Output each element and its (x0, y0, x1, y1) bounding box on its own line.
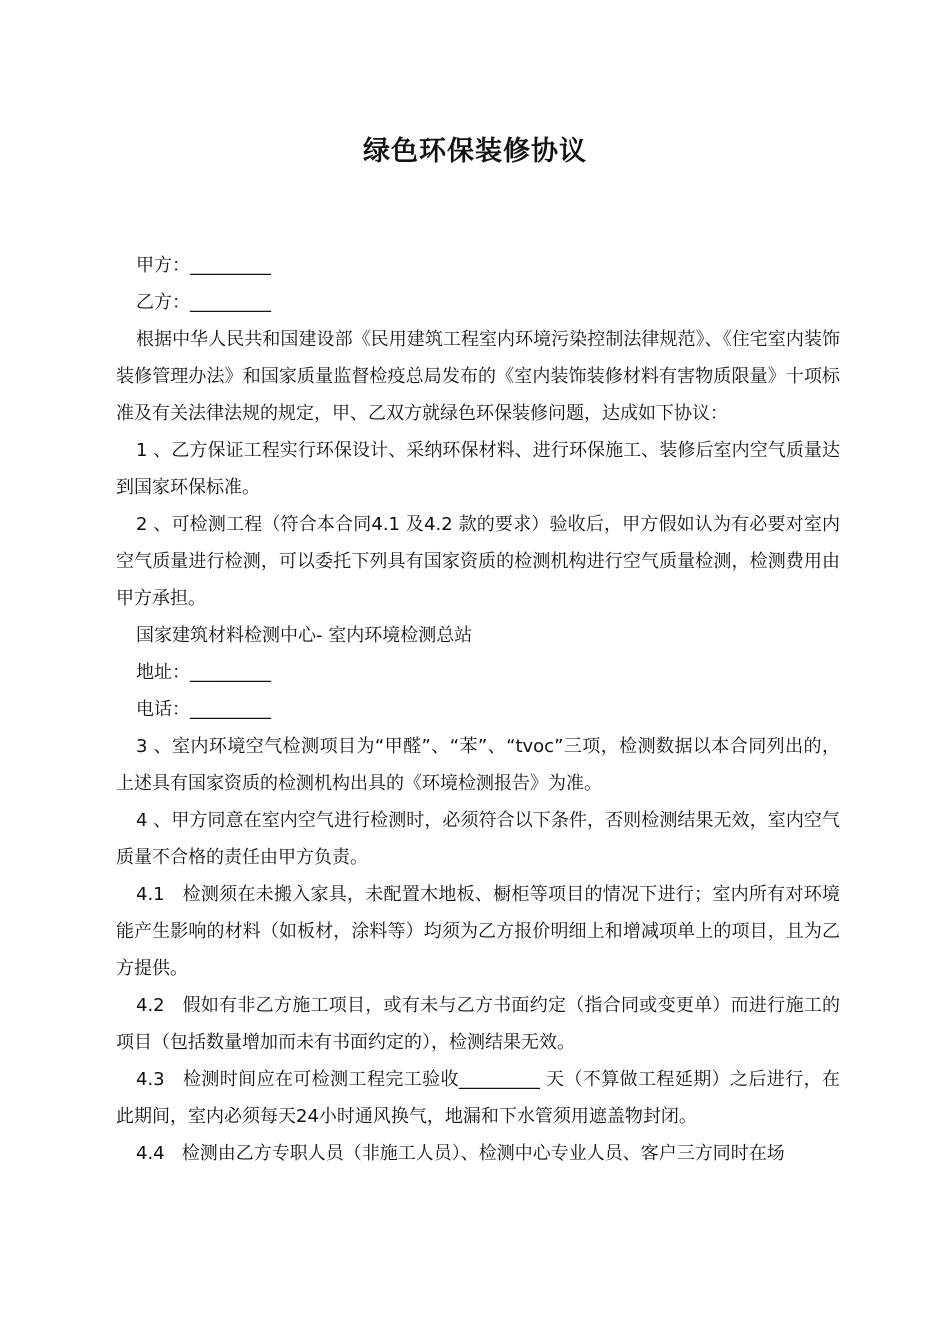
party-a-line: 甲方：_________ (136, 255, 271, 276)
clause-4-1: 4.1 检测须在未搬入家具，未配置木地板、橱柜等项目的情况下进行；室内所有对环境能产生影响的材料（如板材，涂料等）均须为乙方报价明细上和增减项单上的项目，且为乙方提供。 (116, 884, 840, 979)
clause-4-2: 4.2 假如有非乙方施工项目，或有未与乙方书面约定（指合同或变更单）而进行施工的项目（包括数量增加而未有书面约定的），检测结果无效。 (116, 995, 840, 1053)
clause-4: 4 、甲方同意在室内空气进行检测时，必须符合以下条件，否则检测结果无效，室内空气质量不合格的责任由甲方负责。 (116, 810, 840, 868)
clause-4-3: 4.3 检测时间应在可检测工程完工验收_________ 天（不算做工程延期）之后进行，在此期间，室内必须每天24小时通风换气，地漏和下水管须用遮盖物封闭。 (116, 1069, 840, 1127)
party-b-line: 乙方：_________ (136, 292, 271, 313)
preamble-paragraph: 根据中华人民共和国建设部《民用建筑工程室内环境污染控制法律规范》、《住宅室内装饰装修管理办法》和国家质量监督检疫总局发布的《室内装饰装修材料有害物质限量》十项标准及有关法律法规的规定，甲、乙双方就绿色环保装修问题，达成如下协议： (116, 329, 840, 424)
clause-4-4: 4.4 检测由乙方专职人员（非施工人员）、检测中心专业人员、客户三方同时在场 (136, 1143, 785, 1164)
testing-center-name: 国家建筑材料检测中心- 室内环境检测总站 (136, 625, 473, 646)
clause-3: 3 、室内环境空气检测项目为“甲醛”、“苯”、“tvoc”三项，检测数据以本合同列出的，上述具有国家资质的检测机构出具的《环境检测报告》为准。 (116, 736, 840, 794)
phone-line: 电话：_________ (136, 699, 271, 720)
document-title: 绿色环保装修协议 (363, 136, 587, 167)
clause-1: 1 、乙方保证工程实行环保设计、采纳环保材料、进行环保施工、装修后室内空气质量达到国家环保标准。 (116, 440, 840, 498)
document-body (116, 247, 840, 1172)
clause-2: 2 、可检测工程（符合本合同4.1 及4.2 款的要求）验收后，甲方假如认为有必要对室内空气质量进行检测，可以委托下列具有国家资质的检测机构进行空气质量检测，检测费用由甲方承担。 (116, 514, 840, 609)
address-line: 地址：_________ (136, 662, 271, 683)
